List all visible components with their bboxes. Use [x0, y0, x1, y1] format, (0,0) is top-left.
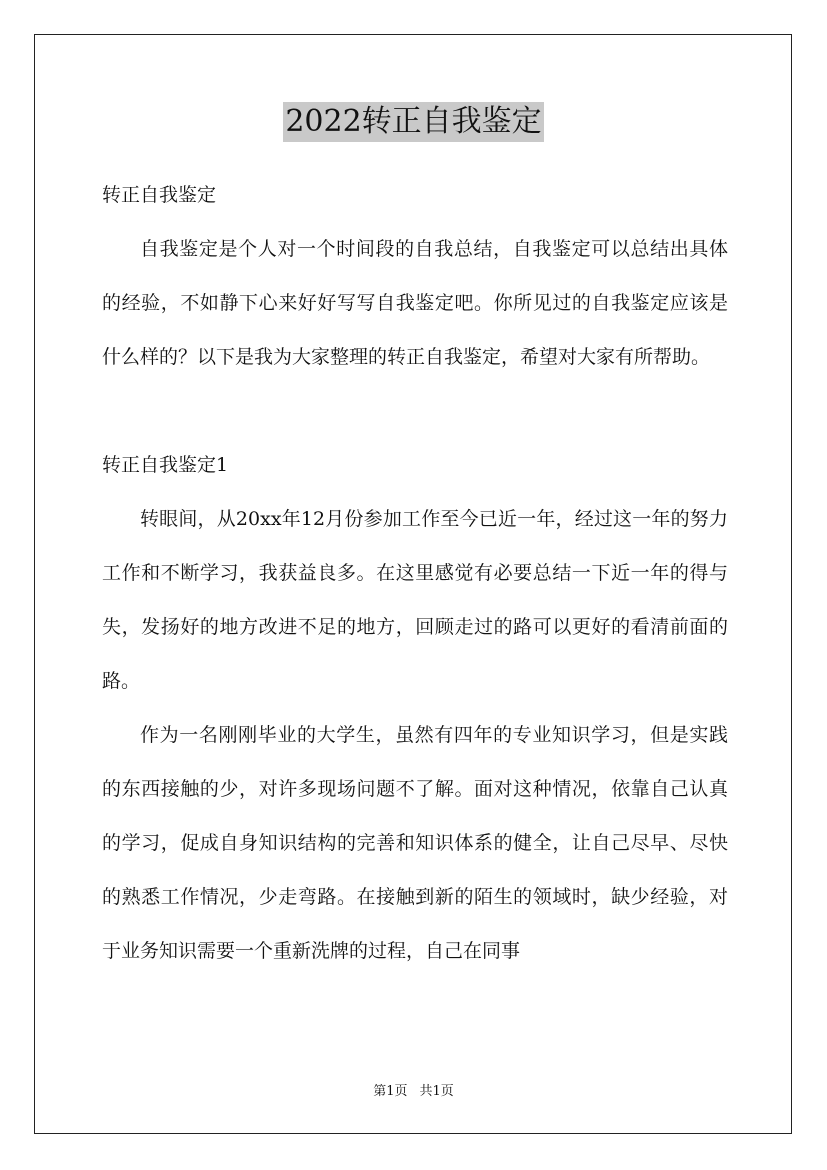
paragraph: 自我鉴定是个人对一个时间段的自我总结，自我鉴定可以总结出具体的经验，不如静下心来好好写写自我鉴定吧。你所见过的自我鉴定应该是什么样的？以下是我为大家整理的转正自我鉴定，希望对大家有所帮助。: [102, 238, 728, 368]
section-heading: 转正自我鉴定: [102, 184, 217, 206]
page-total: 共1页: [419, 1084, 454, 1099]
document-body: [102, 168, 728, 978]
page-number: 第1页: [373, 1084, 408, 1099]
paragraph: 作为一名刚刚毕业的大学生，虽然有四年的专业知识学习，但是实践的东西接触的少，对许多现场问题不了解。面对这种情况，依靠自己认真的学习，促成自身知识结构的完善和知识体系的健全，让自己尽早、尽快的熟悉工作情况，少走弯路。在接触到新的陌生的领域时，缺少经验，对于业务知识需要一个重新洗牌的过程，自己在同事: [102, 724, 728, 962]
spacer: [102, 384, 728, 438]
section-heading: 转正自我鉴定1: [102, 454, 229, 476]
paragraph: 转眼间，从20xx年12月份参加工作至今已近一年，经过这一年的努力工作和不断学习，我获益良多。在这里感觉有必要总结一下近一年的得与失，发扬好的地方改进不足的地方，回顾走过的路可以更好的看清前面的路。: [102, 508, 728, 692]
document-title: 2022转正自我鉴定: [283, 102, 543, 142]
title-container: [0, 102, 827, 142]
page-footer: [0, 1083, 827, 1101]
